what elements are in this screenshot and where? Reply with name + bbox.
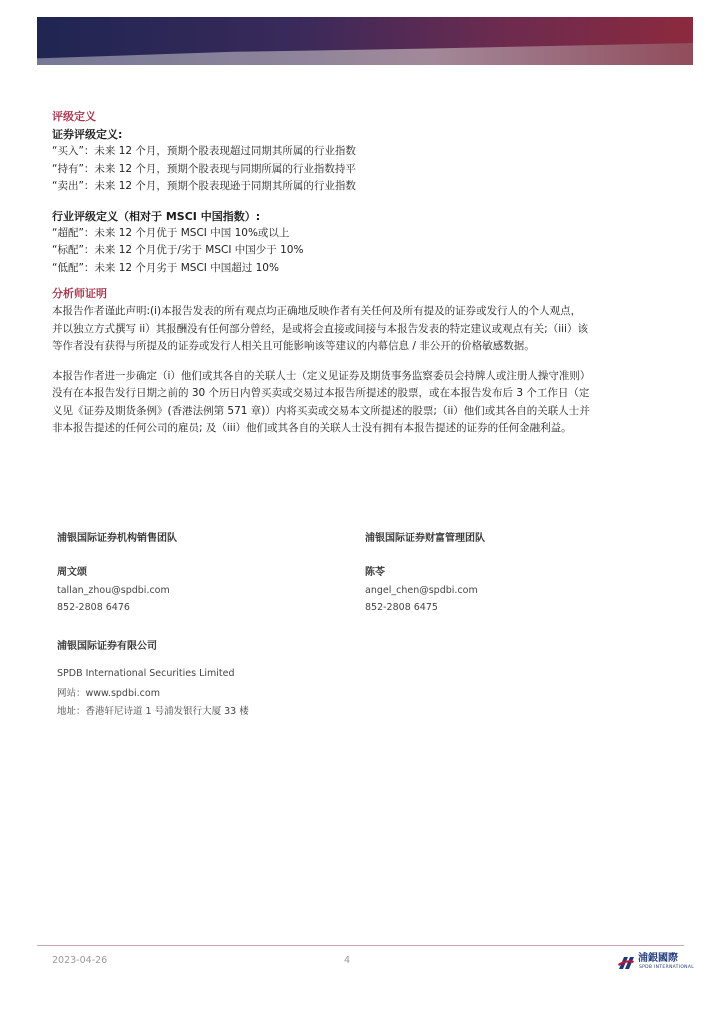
logo-text-cn: 浦銀國際 bbox=[638, 953, 678, 964]
header-banner bbox=[37, 17, 693, 65]
institutional-sales-contact bbox=[57, 532, 177, 613]
stock-rating-title: 证券评级定义: bbox=[52, 128, 123, 141]
banner-sheen bbox=[37, 43, 693, 65]
company-name-en: SPDB International Securities Limited bbox=[57, 668, 235, 679]
rating-definitions-title: 评级定义 bbox=[52, 110, 96, 123]
contact-person-name: 陈苓 bbox=[365, 567, 385, 578]
analyst-para2-line4: 非本报告提述的任何公司的雇员; 及（iii）他们或其各自的关联人士没有拥有本报告提述的证券的任何金融利益。 bbox=[52, 422, 572, 434]
analyst-certification-title: 分析师证明 bbox=[52, 287, 107, 300]
logo-text-en: SPDB INTERNATIONAL bbox=[639, 965, 695, 970]
company-website[interactable]: 网站：www.spdbi.com bbox=[57, 688, 160, 699]
contact-phone: 852-2808 6475 bbox=[365, 602, 438, 613]
industry-rating-underweight: “低配”：未来 12 个月劣于 MSCI 中国超过 10% bbox=[52, 261, 279, 274]
company-address: 地址：香港轩尼诗道 1 号浦发银行大厦 33 楼 bbox=[57, 706, 249, 717]
contact-team-name: 浦银国际证券财富管理团队 bbox=[365, 533, 485, 544]
industry-rating-title: 行业评级定义（相对于 MSCI 中国指数）: bbox=[52, 209, 261, 223]
contact-email[interactable]: tallan_zhou@spdbi.com bbox=[57, 585, 170, 596]
analyst-para1-line3: 等作者没有获得与所提及的证券或发行人相关且可能影响该等建议的内幕信息 / 非公开的价格敏感数据。 bbox=[52, 340, 535, 352]
analyst-para1-line2: 并以独立方式撰写 ii）其报酬没有任何部分曾经，是或将会直接或间接与本报告发表的特定建议或观点有关;（iii）该 bbox=[52, 322, 588, 335]
wealth-management-contact bbox=[365, 532, 485, 613]
analyst-para2-line2: 没有在本报告发行日期之前的 30 个历日内曾买卖或交易过本报告所提述的股票，或在本报告发布后 3 个工作日（定 bbox=[52, 387, 590, 399]
spdb-logo-icon bbox=[617, 955, 635, 971]
report-body bbox=[52, 108, 672, 438]
page-number: 4 bbox=[344, 955, 351, 966]
industry-rating-overweight: “超配”：未来 12 个月优于 MSCI 中国 10%或以上 bbox=[52, 226, 290, 239]
stock-rating-hold: “持有”：未来 12 个月，预期个股表现与同期所属的行业指数持平 bbox=[52, 162, 356, 175]
analyst-para2-line1: 本报告作者进一步确定（i）他们或其各自的关联人士（定义见证券及期货事务监察委员会持牌人或注册人操守准则） bbox=[52, 369, 591, 382]
contact-person-name: 周文颂 bbox=[57, 567, 87, 578]
footer-date: 2023-04-26 bbox=[52, 955, 108, 966]
spdb-logo bbox=[617, 952, 695, 974]
industry-rating-neutral: “标配”：未来 12 个月优于/劣于 MSCI 中国少于 10% bbox=[52, 244, 304, 256]
footer-divider bbox=[37, 945, 684, 946]
analyst-para1-line1: 本报告作者谨此声明:(i)本报告发表的所有观点均正确地反映作者有关任何及所有提及的证券或发行人的个人观点， bbox=[52, 305, 582, 317]
company-info bbox=[57, 640, 249, 717]
contact-email[interactable]: angel_chen@spdbi.com bbox=[365, 585, 478, 596]
company-name-cn: 浦银国际证券有限公司 bbox=[57, 641, 157, 652]
stock-rating-sell: “卖出”：未来 12 个月，预期个股表现逊于同期其所属的行业指数 bbox=[52, 180, 356, 192]
analyst-para2-line3: 义见《证券及期货条例》(香港法例第 571 章)）内将买卖或交易本文所提述的股票;（ii）他们或其各自的关联人士并 bbox=[52, 404, 590, 417]
stock-rating-buy: “买入”：未来 12 个月，预期个股表现超过同期其所属的行业指数 bbox=[52, 145, 356, 157]
contact-team-name: 浦银国际证券机构销售团队 bbox=[57, 533, 177, 544]
contact-phone: 852-2808 6476 bbox=[57, 602, 130, 613]
